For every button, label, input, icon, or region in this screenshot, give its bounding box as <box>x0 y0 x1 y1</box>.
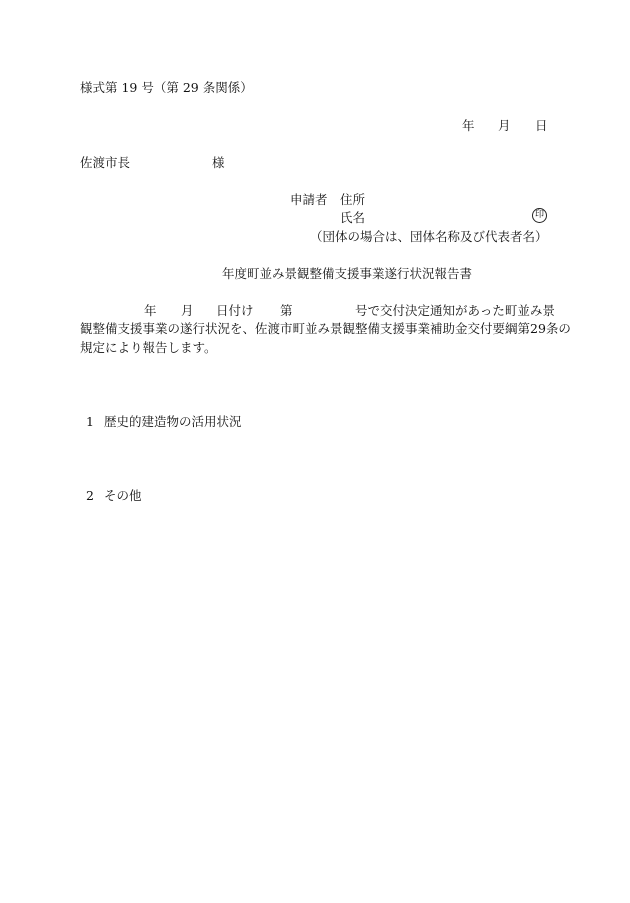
form-number: 様式第 19 号（第 29 条関係） <box>80 80 253 95</box>
body-line-1-rest: 号で交付決定通知があった町並み景 <box>355 303 555 318</box>
body-no-prefix: 第 <box>280 303 293 318</box>
date-month: 月 <box>498 118 511 133</box>
address-label: 住所 <box>340 192 366 207</box>
applicant-label: 申請者 <box>290 192 328 207</box>
body-dated: 日付け <box>216 303 254 318</box>
item-label: 歴史的建造物の活用状況 <box>104 414 242 429</box>
body-month: 月 <box>181 303 194 318</box>
report-item-1 <box>80 416 242 429</box>
item-number: 2 <box>86 488 94 503</box>
item-label: その他 <box>104 488 142 503</box>
name-label: 氏名 <box>340 210 366 225</box>
report-item-2 <box>80 490 142 503</box>
body-line-2: 観整備支援事業の遂行状況を、佐渡市町並み景観整備支援事業補助金交付要綱第29条の <box>80 321 571 336</box>
addressee-name: 佐渡市長 <box>80 155 131 170</box>
addressee-honorific: 様 <box>212 155 225 170</box>
body-year: 年 <box>144 303 157 318</box>
body-line-3: 規定により報告します。 <box>80 340 217 355</box>
group-note: （団体の場合は、団体名称及び代表者名） <box>310 229 548 244</box>
item-number: 1 <box>86 414 94 429</box>
date-year: 年 <box>462 118 475 133</box>
seal-mark: 印 <box>532 208 547 223</box>
date-day: 日 <box>535 118 548 133</box>
document-title: 年度町並み景観整備支援事業遂行状況報告書 <box>222 266 473 281</box>
